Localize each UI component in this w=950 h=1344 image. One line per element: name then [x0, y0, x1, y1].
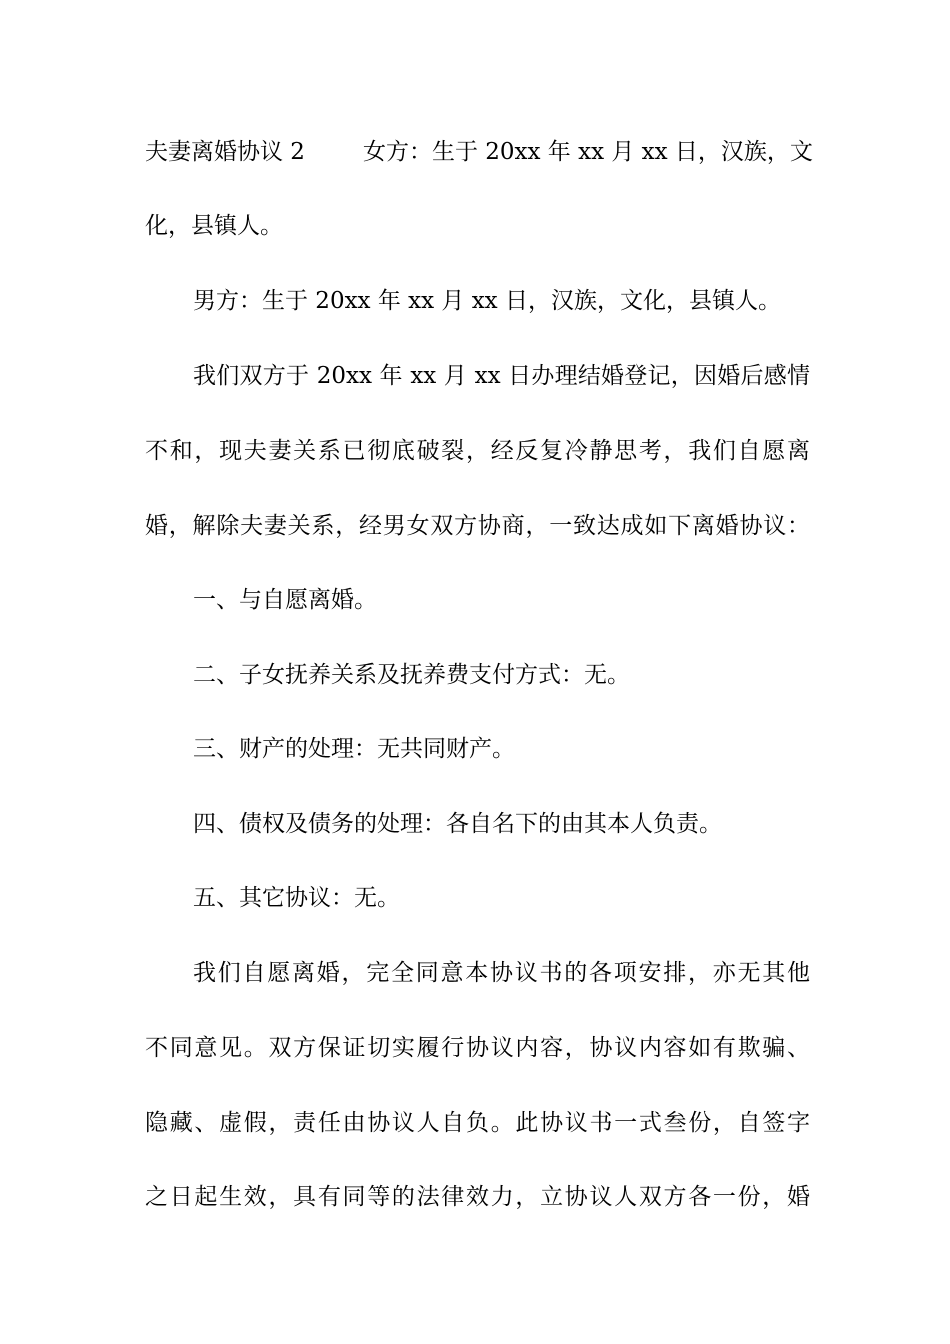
- text-line: 化，县镇人。: [145, 213, 283, 239]
- text-line: 男方：生于 20xx 年 xx 月 xx 日，汉族，文化，县镇人。: [193, 288, 781, 314]
- text-line: 五、其它协议：无。: [193, 885, 400, 911]
- document-title: 夫妻离婚协议 2: [145, 139, 305, 165]
- text-line: 我们自愿离婚，完全同意本协议书的各项安排，亦无其他: [193, 960, 810, 986]
- text-line: 二、子女抚养关系及抚养费支付方式：无。: [193, 662, 630, 688]
- text-line: 我们双方于 20xx 年 xx 月 xx 日办理结婚登记，因婚后感情: [193, 363, 810, 389]
- text-line: 隐藏、虚假，责任由协议人自负。此协议书一式叁份，自签字: [145, 1110, 810, 1136]
- text-line: 不和，现夫妻关系已彻底破裂，经反复冷静思考，我们自愿离: [145, 438, 810, 464]
- text-span: 女方：生于 20xx 年 xx 月 xx 日，汉族，文: [362, 139, 813, 165]
- text-line: 四、债权及债务的处理：各自名下的由其本人负责。: [193, 811, 722, 837]
- text-line: 不同意见。双方保证切实履行协议内容，协议内容如有欺骗、: [145, 1035, 810, 1061]
- text-line: 婚，解除夫妻关系，经男女双方协商，一致达成如下离婚协议：: [145, 513, 810, 539]
- text-line: 一、与自愿离婚。: [193, 587, 377, 613]
- text-line: [145, 132, 813, 172]
- text-line: 之日起生效，具有同等的法律效力，立协议人双方各一份，婚: [145, 1184, 810, 1210]
- text-line: 三、财产的处理：无共同财产。: [193, 736, 515, 762]
